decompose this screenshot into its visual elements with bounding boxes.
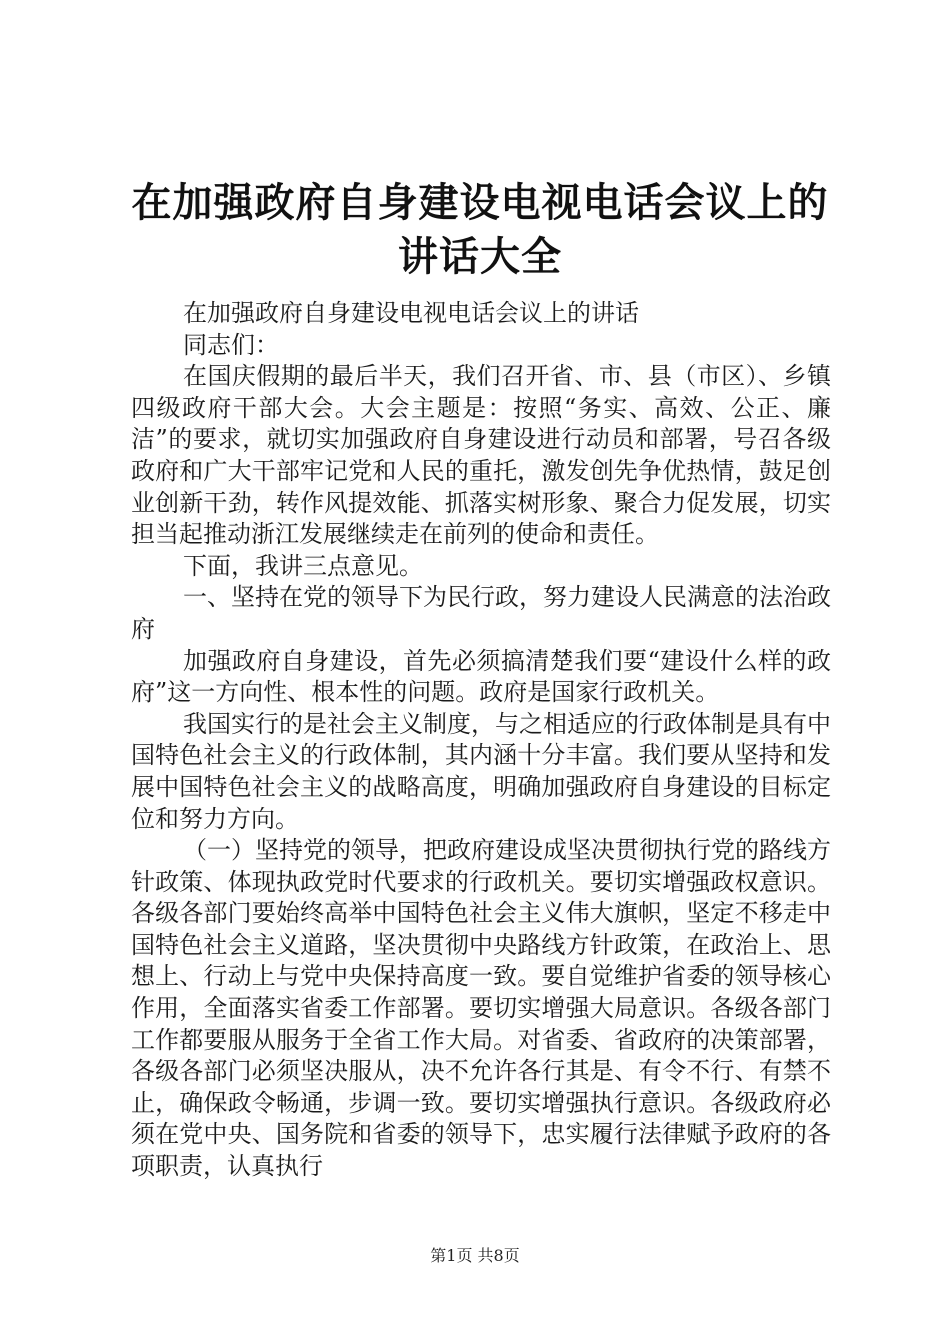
document-title: 在加强政府自身建设电视电话会议上的讲话大全: [131, 179, 829, 280]
paragraph: 我国实行的是社会主义制度，与之相适应的行政体制是具有中国特色社会主义的行政体制，其内涵十分丰富。我们要从坚持和发展中国特色社会主义的战略高度，明确加强政府自身建设的目标定位和努力方向。: [131, 709, 831, 833]
document-body: [131, 298, 831, 1183]
paragraph: 下面，我讲三点意见。: [183, 551, 423, 580]
paragraph: （一）坚持党的领导，把政府建设成坚决贯彻执行党的路线方针政策、体现执政党时代要求的行政机关。要切实增强政权意识。各级各部门要始终高举中国特色社会主义伟大旗帜，坚定不移走中国特色社会主义道路，坚决贯彻中央路线方针政策，在政治上、思想上、行动上与党中央保持高度一致。要自觉维护省委的领导核心作用，全面落实省委工作部署。要切实增强大局意识。各级各部门工作都要服从服务于全省工作大局。对省委、省政府的决策部署，各级各部门必须坚决服从，决不允许各行其是、有令不行、有禁不止，确保政令畅通，步调一致。要切实增强执行意识。各级政府必须在党中央、国务院和省委的领导下，忠实履行法律赋予政府的各项职责，认真执行: [131, 836, 831, 1181]
paragraph: 在国庆假期的最后半天，我们召开省、市、县（市区）、乡镇四级政府干部大会。大会主题是：按照“务实、高效、公正、廉洁”的要求，就切实加强政府自身建设进行动员和部署，号召各级政府和广大干部牢记党和人民的重托，激发创先争优热情，鼓足创业创新干劲，转作风提效能、抓落实树形象、聚合力促发展，切实担当起推动浙江发展继续走在前列的使命和责任。: [131, 362, 831, 549]
paragraph-salutation: 同志们：: [183, 330, 279, 359]
paragraph-subtitle: 在加强政府自身建设电视电话会议上的讲话: [183, 299, 639, 327]
page-footer: 第1页 共8页: [430, 1246, 520, 1265]
section-heading: 一、坚持在党的领导下为民行政，努力建设人民满意的法治政府: [131, 583, 831, 643]
paragraph: 加强政府自身建设，首先必须搞清楚我们要“建设什么样的政府”这一方向性、根本性的问题。政府是国家行政机关。: [131, 646, 831, 707]
